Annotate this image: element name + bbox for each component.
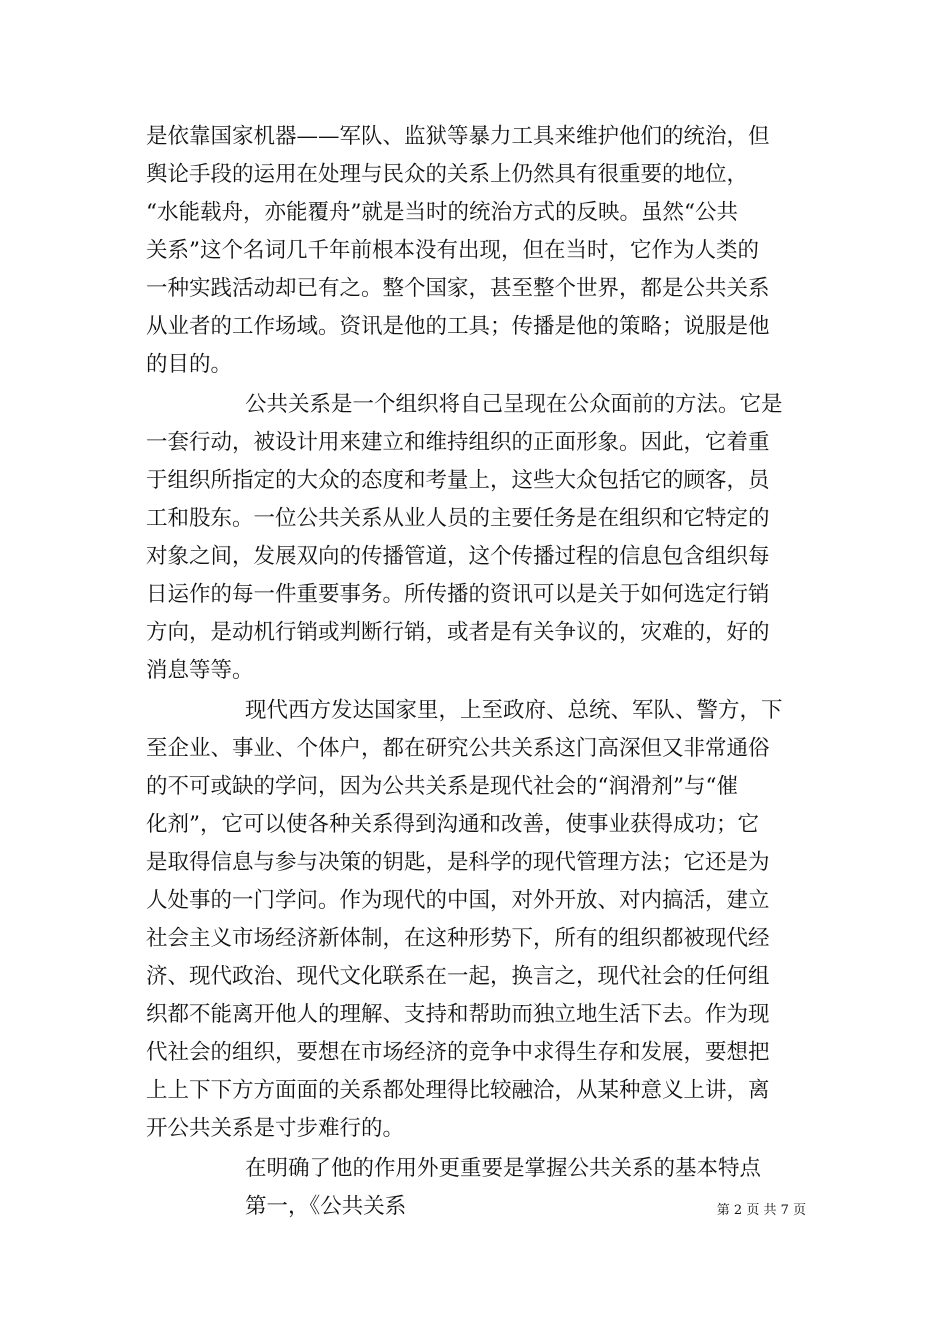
text-line: 织都不能离开他人的理解、支持和帮助而独立地生活下去。作为现 bbox=[146, 1002, 770, 1027]
paragraph bbox=[146, 1150, 806, 1188]
text-line: 于组织所指定的大众的态度和考量上，这些大众包括它的顾客，员 bbox=[146, 468, 770, 493]
text-line: 化剂”，它可以使各种关系得到沟通和改善，使事业获得成功；它 bbox=[146, 812, 759, 837]
text-line: 开公共关系是寸步难行的。 bbox=[146, 1116, 405, 1141]
text-line: 工和股东。一位公共关系从业人员的主要任务是在组织和它特定的 bbox=[146, 506, 770, 531]
text-line: 是取得信息与参与决策的钥匙，是科学的现代管理方法；它还是为 bbox=[146, 850, 770, 875]
text-line: 对象之间，发展双向的传播管道，这个传播过程的信息包含组织每 bbox=[146, 544, 770, 569]
document-body bbox=[146, 118, 806, 1226]
text-line: 上上下下方方面面的关系都处理得比较融洽，从某种意义上讲，离 bbox=[146, 1078, 770, 1103]
paragraph bbox=[146, 118, 806, 384]
paragraph bbox=[146, 692, 806, 1148]
text-line: 在明确了他的作用外更重要是掌握公共关系的基本特点 bbox=[245, 1156, 762, 1181]
text-line: “水能载舟，亦能覆舟”就是当时的统治方式的反映。虽然“公共 bbox=[146, 200, 738, 225]
page-number: 第 2 页 共 7 页 bbox=[716, 1203, 806, 1218]
text-line: 方向，是动机行销或判断行销，或者是有关争议的，灾难的，好的 bbox=[146, 620, 770, 645]
text-line: 是依靠国家机器——军队、监狱等暴力工具来维护他们的统治，但 bbox=[146, 124, 770, 149]
text-line: 人处事的一门学问。作为现代的中国，对外开放、对内搞活，建立 bbox=[146, 888, 770, 913]
text-line: 代社会的组织，要想在市场经济的竞争中求得生存和发展，要想把 bbox=[146, 1040, 770, 1065]
text-line: 消息等等。 bbox=[146, 658, 254, 683]
text-line: 从业者的工作场域。资讯是他的工具；传播是他的策略；说服是他 bbox=[146, 314, 770, 339]
text-line: 至企业、事业、个体户，都在研究公共关系这门高深但又非常通俗 bbox=[146, 736, 770, 761]
text-line: 现代西方发达国家里，上至政府、总统、军队、警方，下 bbox=[245, 698, 783, 723]
text-line: 济、现代政治、现代文化联系在一起，换言之，现代社会的任何组 bbox=[146, 964, 770, 989]
text-line: 的目的。 bbox=[146, 352, 233, 377]
text-line: 关系”这个名词几千年前根本没有出现，但在当时，它作为人类的 bbox=[146, 238, 759, 263]
text-line: 日运作的每一件重要事务。所传播的资讯可以是关于如何选定行销 bbox=[146, 582, 770, 607]
text-line: 一套行动，被设计用来建立和维持组织的正面形象。因此，它着重 bbox=[146, 430, 770, 455]
text-line: 一种实践活动却已有之。整个国家，甚至整个世界，都是公共关系 bbox=[146, 276, 770, 301]
text-line: 公共关系是一个组织将自己呈现在公众面前的方法。它是 bbox=[245, 392, 783, 417]
paragraph bbox=[146, 1188, 806, 1226]
paragraph bbox=[146, 386, 806, 690]
text-line: 的不可或缺的学问，因为公共关系是现代社会的“润滑剂”与“催 bbox=[146, 774, 738, 799]
text-line: 舆论手段的运用在处理与民众的关系上仍然具有很重要的地位， bbox=[146, 162, 749, 187]
text-line: 社会主义市场经济新体制，在这种形势下，所有的组织都被现代经 bbox=[146, 926, 770, 951]
text-line: 第一，《公共关系 bbox=[245, 1194, 407, 1219]
